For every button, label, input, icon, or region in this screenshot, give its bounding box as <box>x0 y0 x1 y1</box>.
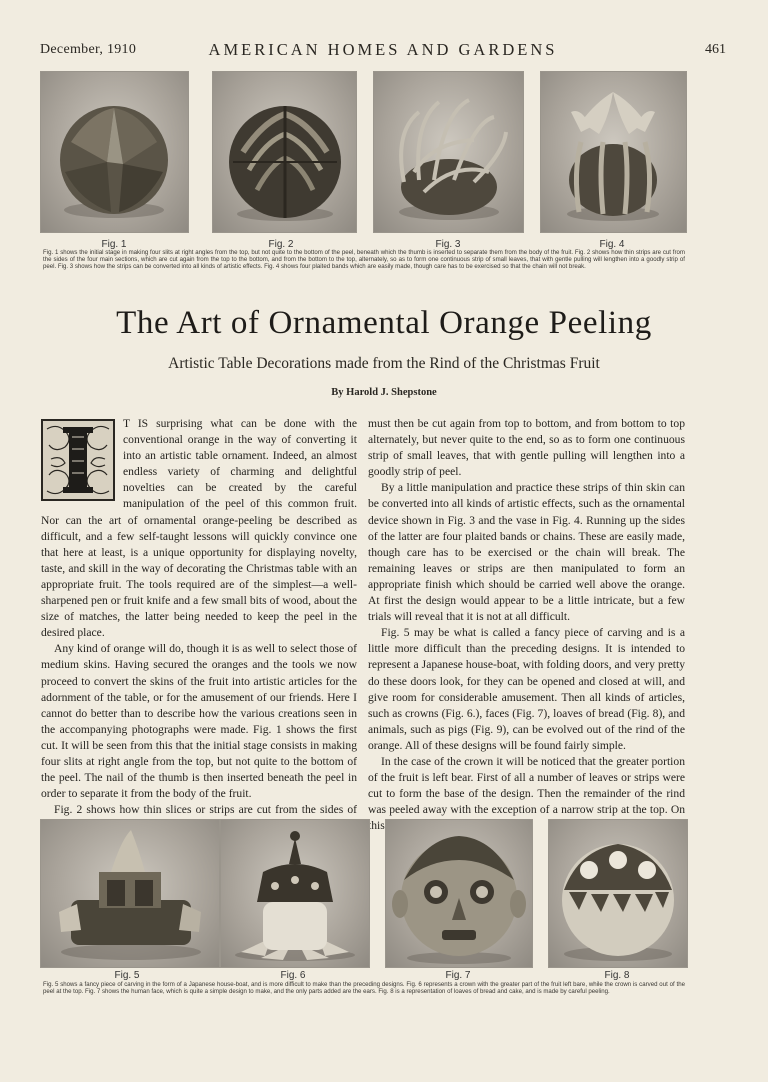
fig-7-photo <box>385 819 533 968</box>
fig-8-photo <box>548 819 688 968</box>
fig-5-photo <box>40 819 220 968</box>
ornamental-dropcap-i <box>41 419 115 501</box>
paragraph: T IS surprising what can be done with the conventional orange in the way of converting it into an artistic table ornament. Indeed, an almost endless variety of charming and delightful novelties can be created by the careful manipulation of the peel of this common fruit. Nor can the art of ornamental orange-peeling be described as difficult, and a few self-taught lessons will quickly convince one that here at least, is a unique opportunity for displaying novelty, taste, and skill in the way of decorating the Christmas table with an appropriate fruit. The tools required are of the simplest—a well-sharpened pen or fruit knife and a few small bits of wood, about the size of matches, the latter being needed to keep the peel in the desired place. <box>41 417 357 640</box>
article-subtitle: Artistic Table Decorations made from the Rind of the Christmas Fruit <box>168 355 600 372</box>
paragraph: must then be cut again from top to bottom, and from bottom to top alternately, but never quite to the end, so as to form one continuous strip of small leaves, that with gentle pulling will lengthen into a goodly strip of peel. <box>368 417 685 479</box>
bottom-figures-caption: Fig. 5 shows a fancy piece of carving in the form of a Japanese house-boat, and is more difficult to make than the preceding designs. Fig. 6 represents a crown with the greater part of the fruit left bare, while the crown is carved out of the peel at the top. Fig. 7 shows the human face, which is quite a simple design to make, and the only parts added are the ears. Fig. 8 is a representation of loaves of bread and cake, and is made by careful peeling. <box>43 981 685 996</box>
fig-4-photo <box>540 71 687 233</box>
fig-6-photo <box>220 819 370 968</box>
paragraph: By a little manipulation and practice these strips of thin skin can be converted into all kinds of artistic effects, such as the ornamental device shown in Fig. 3 and the vase in Fig. 4. Running up the sides of the latter are four plaited bands or chains. These are easily made, though care has to be exercised or the chain will break. The remaining leaves or strips are then manipulated to form an appropriate finish which should be carried well above the orange. At first the design would appear to be a little intricate, but a few trials will reveal that it is not at all difficult. <box>368 481 685 624</box>
fig-7-label: Fig. 7 <box>445 970 471 981</box>
fig-1-label: Fig. 1 <box>101 239 127 250</box>
fig-1-photo <box>40 71 189 233</box>
orange-human-face-image <box>386 820 532 967</box>
fig-5-label: Fig. 5 <box>114 970 140 981</box>
running-header <box>40 40 726 64</box>
article-column-left <box>41 416 357 834</box>
paragraph: In the case of the crown it will be noticed that the greater portion of the fruit is left bear. First of all a number of leaves or strips were cut to form the base of the design. Then the remainder of the rind was peeled away with the exception of a narrow strip at the top. On this <box>368 754 685 833</box>
orange-artistic-strips-image <box>374 72 523 232</box>
japanese-house-boat-image <box>41 820 219 967</box>
orange-loaves-cake-image <box>549 820 687 967</box>
article-title: The Art of Ornamental Orange Peeling <box>116 305 652 341</box>
orange-crown-image <box>221 820 369 967</box>
article-byline: By Harold J. Shepstone <box>331 387 437 398</box>
top-figures-caption: Fig. 1 shows the initial stage in making four slits at right angles from the top, but not quite to the bottom of the peel, beneath which the thumb is inserted to separate them from the body of the fruit. Fig. 2 shows how thin strips are cut from the sides of the four main sections, which are cut again from the top to the bottom, and from the bottom to the top, alternately, so as to form one continuous strip of small leaves, that with gentle pulling will lengthen into a goodly strip of peel. Fig. 3 shows how the strips can be converted into all kinds of artistic effects. Fig. 4 shows four plaited bands which are easily made, though care has to be exercised so that the chain will not break. <box>43 249 685 271</box>
magazine-title: AMERICAN HOMES AND GARDENS <box>208 40 558 59</box>
paragraph: Fig. 2 shows how thin slices or strips are cut from the sides of <box>54 803 357 817</box>
issue-date: December, 1910 <box>40 42 137 57</box>
page-number: 461 <box>705 42 726 57</box>
fig-6-label: Fig. 6 <box>280 970 306 981</box>
paragraph: Fig. 5 may be what is called a fancy piece of carving and is a little more difficult than the preceding designs. It is intended to represent a Japanese house-boat, with folding doors, and very pretty do these doors look, for they can be opened and closed at will, and give room for considerable amusement. Then all kinds of articles, such as crowns (Fig. 6.), faces (Fig. 7), loaves of bread (Fig. 8), and animals, such as pigs (Fig. 9), can be evolved out of the rind of the orange. All of these designs will be found fairly simple. <box>368 626 685 752</box>
paragraph: Any kind of orange will do, though it is as well to select those of medium skins. Having secured the oranges and the tools we now proceed to convert the skins of the fruit into artistic articles for the adornment of the table, or for the amusement of our friends. Here I cannot do better than to describe how the various creations seen in the accompanying photographs were made. Fig. 1 shows the first cut. It will be seen from this that the initial stage consists in making four slits at right angle from the top, but not quite to the bottom of the peel. The nail of the thumb is then inserted beneath the peel in order to separate it from the body of the fruit. <box>41 642 357 801</box>
article-column-right <box>368 416 685 834</box>
fig-2-label: Fig. 2 <box>268 239 294 250</box>
orange-four-slits-image <box>41 72 188 232</box>
orange-strips-cut-image <box>213 72 356 232</box>
fig-8-label: Fig. 8 <box>604 970 630 981</box>
orange-plaited-vase-image <box>541 72 686 232</box>
fig-3-label: Fig. 3 <box>435 239 461 250</box>
fig-4-label: Fig. 4 <box>599 239 625 250</box>
fig-2-photo <box>212 71 357 233</box>
fig-3-photo <box>373 71 524 233</box>
